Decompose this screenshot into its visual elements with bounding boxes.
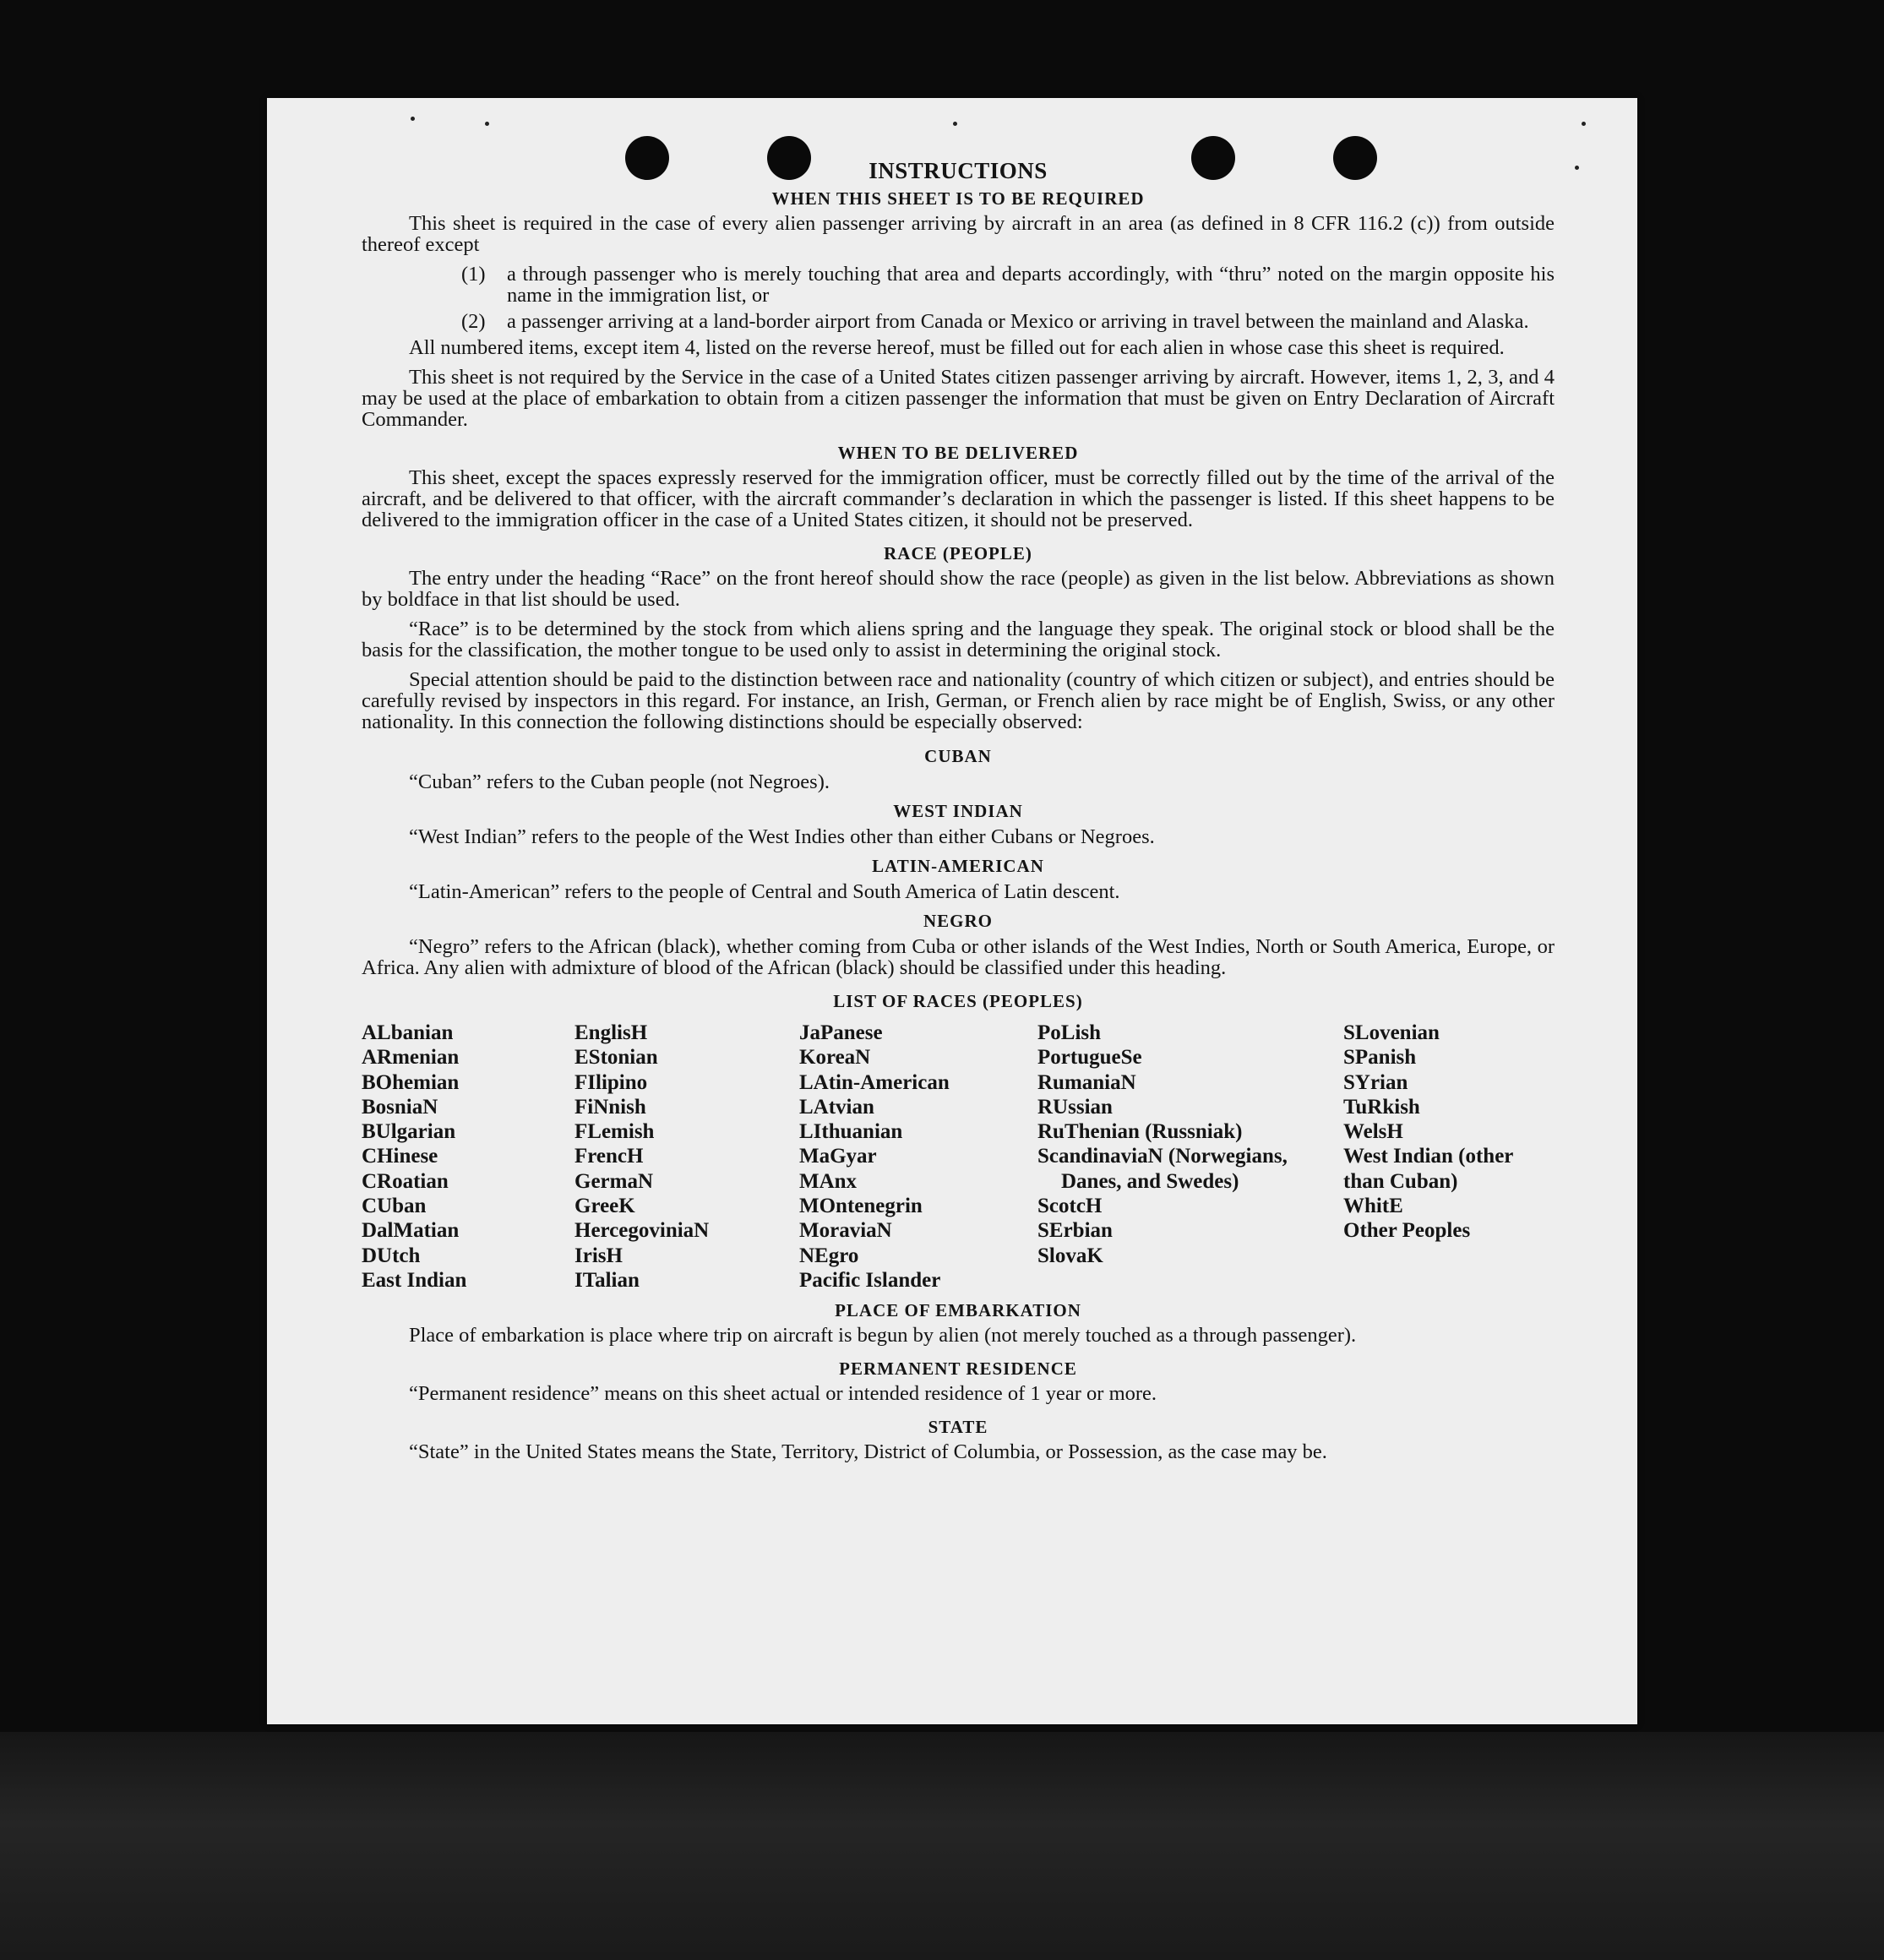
race-entry: CHinese	[362, 1145, 438, 1168]
race-entry: LAtin-American	[799, 1070, 950, 1094]
race-entry: SPanish	[1343, 1046, 1417, 1070]
heading-west-indian: WEST INDIAN	[893, 801, 1023, 821]
race-entry: FIlipino	[574, 1070, 648, 1094]
race-entry: ScotcH	[1037, 1195, 1103, 1218]
exception-number: (2)	[461, 310, 486, 333]
races-list	[362, 1021, 1555, 1293]
race-entry: RuThenian (Russniak)	[1037, 1120, 1243, 1144]
instructions-content	[362, 157, 1555, 1471]
race-entry: GermaN	[574, 1169, 654, 1193]
race-entry: FiNnish	[574, 1095, 646, 1119]
latin-american-definition: “Latin-American” refers to the people of Central and South America of Latin descent.	[409, 880, 1120, 903]
race-entry: East Indian	[362, 1268, 467, 1292]
race-entry: WhitE	[1343, 1195, 1403, 1218]
race-entry: PortugueSe	[1037, 1046, 1142, 1070]
heading-state: STATE	[928, 1417, 988, 1438]
race-entry: NEgro	[799, 1244, 859, 1267]
race-entry: SYrian	[1343, 1070, 1408, 1094]
race-entry: EnglisH	[574, 1021, 648, 1044]
race-entry: CUban	[362, 1195, 427, 1218]
races-column	[799, 1021, 1037, 1293]
race-text-1: The entry under the heading “Race” on the front hereof should show the race (people) as given in the list below. Abbreviations as shown by boldface in that list should be used.	[362, 567, 1555, 611]
race-entry: EStonian	[574, 1046, 658, 1070]
race-entry: SLovenian	[1343, 1021, 1440, 1044]
cuban-definition: “Cuban” refers to the Cuban people (not Negroes).	[409, 770, 830, 793]
exception-item	[362, 264, 1555, 306]
race-entry: KoreaN	[799, 1046, 871, 1070]
race-entry: DalMatian	[362, 1219, 460, 1243]
race-entry: IrisH	[574, 1244, 623, 1267]
races-column	[1343, 1021, 1555, 1293]
race-entry: MOntenegrin	[799, 1195, 923, 1218]
race-entry: RumaniaN	[1037, 1070, 1136, 1094]
race-entry: BUlgarian	[362, 1120, 456, 1144]
scan-speck	[411, 117, 415, 121]
races-column	[1037, 1021, 1343, 1293]
heading-list-of-races: LIST OF RACES (PEOPLES)	[833, 991, 1083, 1011]
scan-speck	[1582, 122, 1586, 126]
west-indian-definition: “West Indian” refers to the people of the West Indies other than either Cubans or Negroes.	[409, 825, 1155, 848]
race-entry: ScandinaviaN (Norwegians, Danes, and Swedes)	[1037, 1145, 1288, 1193]
race-entry: PoLish	[1037, 1021, 1102, 1044]
race-entry: LIthuanian	[799, 1120, 903, 1144]
race-text-2: “Race” is to be determined by the stock from which aliens spring and the language they speak. The original stock or blood shall be the basis for the classification, the mother tongue to be used only to assist in determining the original stock.	[362, 618, 1555, 662]
embarkation-text: Place of embarkation is place where trip on aircraft is begun by alien (not merely touched as a through passenger).	[409, 1324, 1357, 1348]
heading-required: WHEN THIS SHEET IS TO BE REQUIRED	[771, 188, 1145, 209]
exception-text: a passenger arriving at a land-border airport from Canada or Mexico or arriving in travel between the mainland and Alaska.	[507, 310, 1529, 333]
race-entry: West Indian (other than Cuban)	[1343, 1145, 1513, 1193]
page-title: INSTRUCTIONS	[868, 158, 1048, 183]
races-column	[362, 1021, 574, 1293]
heading-latin-american: LATIN-AMERICAN	[872, 856, 1044, 876]
heading-delivered: WHEN TO BE DELIVERED	[837, 443, 1079, 463]
heading-residence: PERMANENT RESIDENCE	[839, 1358, 1077, 1380]
race-entry: HercegoviniaN	[574, 1219, 710, 1243]
race-entry: ALbanian	[362, 1021, 454, 1044]
scan-speck	[1575, 166, 1579, 170]
delivered-text: This sheet, except the spaces expressly reserved for the immigration officer, must be correctly filled out by the time of the arrival of the aircraft, and be delivered to that officer, with the aircraft commander’s declaration in which the passenger is listed. If this sheet happens to be delivered to the immigration officer in the case of a United States citizen, it should not be preserved.	[362, 466, 1555, 531]
race-entry: TuRkish	[1343, 1095, 1420, 1119]
race-entry: JaPanese	[799, 1021, 883, 1044]
race-entry: LAtvian	[799, 1095, 874, 1119]
citizen-note: This sheet is not required by the Service in the case of a United States citizen passenger arriving by aircraft. However, items 1, 2, 3, and 4 may be used at the place of embarkation to obtain from a citizen passenger the information that must be given on Entry Declaration of Aircraft Commander.	[362, 366, 1555, 431]
scan-background	[0, 1732, 1884, 1960]
race-entry: FrencH	[574, 1145, 644, 1168]
race-entry: DUtch	[362, 1244, 421, 1267]
exception-number: (1)	[461, 263, 486, 286]
negro-definition: “Negro” refers to the African (black), whether coming from Cuba or other islands of the West Indies, North or South America, Europe, or Africa. Any alien with admixture of blood of the African (black) should be classified under this heading.	[362, 935, 1555, 979]
state-text: “State” in the United States means the State, Territory, District of Columbia, or Possession, as the case may be.	[409, 1440, 1327, 1464]
race-entry: CRoatian	[362, 1169, 449, 1193]
required-items-note: All numbered items, except item 4, listed on the reverse hereof, must be filled out for each alien in whose case this sheet is required.	[409, 336, 1505, 359]
race-entry: ITalian	[574, 1268, 640, 1292]
races-column	[574, 1021, 799, 1293]
race-entry: FLemish	[574, 1120, 655, 1144]
document-sheet	[267, 98, 1637, 1724]
race-entry: Pacific Islander	[799, 1268, 941, 1292]
required-intro: This sheet is required in the case of every alien passenger arriving by aircraft in an area (as defined in 8 CFR 116.2 (c)) from outside thereof except	[362, 212, 1555, 256]
heading-embarkation: PLACE OF EMBARKATION	[835, 1300, 1081, 1321]
scan-speck	[485, 122, 489, 126]
race-entry: MAnx	[799, 1169, 858, 1193]
heading-negro: NEGRO	[923, 911, 993, 931]
race-entry: RUssian	[1037, 1095, 1113, 1119]
race-entry: Other Peoples	[1343, 1219, 1471, 1243]
race-entry: MaGyar	[799, 1145, 877, 1168]
heading-race: RACE (PEOPLE)	[884, 543, 1032, 564]
race-entry: MoraviaN	[799, 1219, 892, 1243]
race-entry: SErbian	[1037, 1219, 1113, 1243]
race-entry: BosniaN	[362, 1095, 438, 1119]
heading-cuban: CUBAN	[924, 746, 992, 766]
exception-text: a through passenger who is merely touching that area and departs accordingly, with “thru” noted on the margin opposite his name in the immigration list, or	[507, 263, 1555, 307]
residence-text: “Permanent residence” means on this sheet actual or intended residence of 1 year or more.	[409, 1382, 1157, 1406]
race-entry: BOhemian	[362, 1070, 460, 1094]
race-entry: ARmenian	[362, 1046, 460, 1070]
race-text-3: Special attention should be paid to the distinction between race and nationality (country of which citizen or subject), and entries should be carefully revised by inspectors in this regard. For instance, an Irish, German, or French alien by race might be of English, Swiss, or any other nationality. In this connection the following distinctions should be especially observed:	[362, 668, 1555, 733]
race-entry: GreeK	[574, 1195, 635, 1218]
exception-item	[362, 311, 1555, 332]
scan-speck	[953, 122, 957, 126]
race-entry: WelsH	[1343, 1120, 1403, 1144]
race-entry: SlovaK	[1037, 1244, 1103, 1267]
